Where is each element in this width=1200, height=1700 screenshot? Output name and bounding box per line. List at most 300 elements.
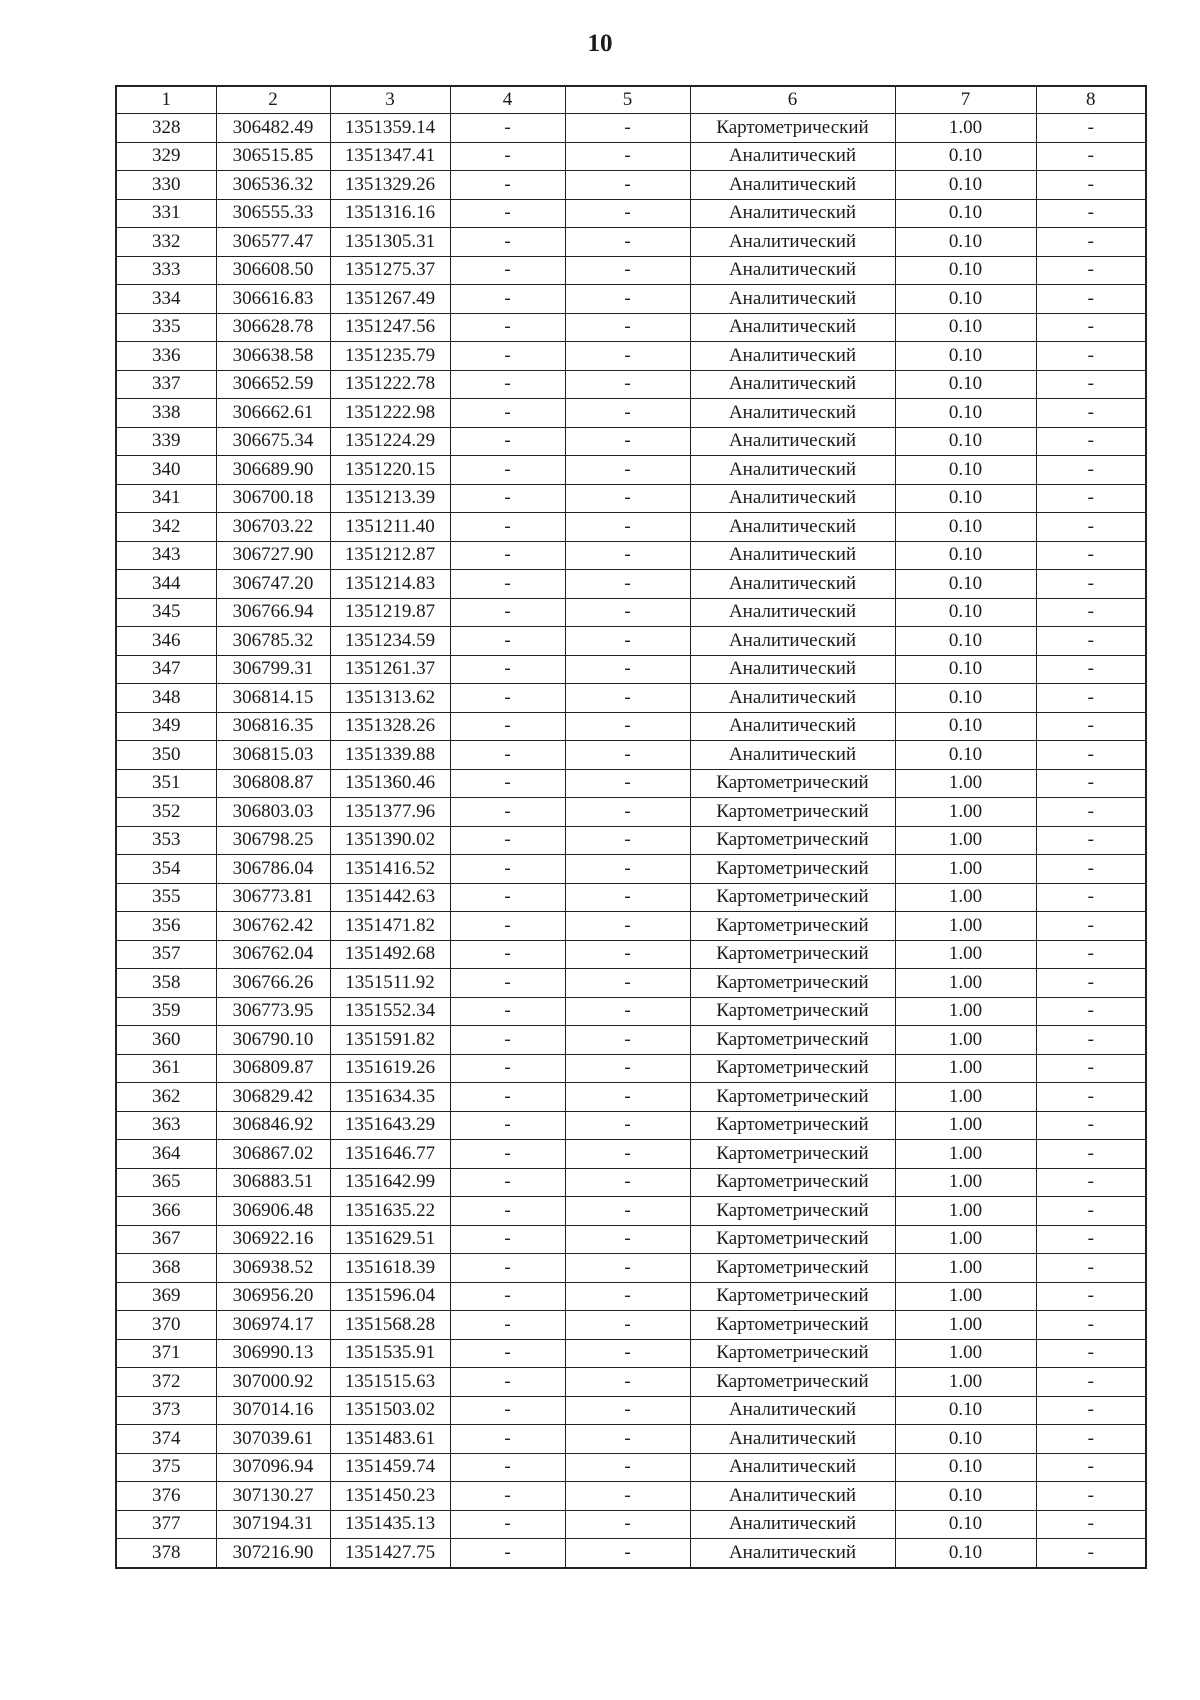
table-cell-col-3: 1351261.37 bbox=[330, 655, 450, 684]
table-cell-col-7: 1.00 bbox=[895, 1311, 1036, 1340]
table-cell-col-4: - bbox=[450, 969, 565, 998]
table-cell-col-6: Картометрический bbox=[690, 1311, 895, 1340]
table-cell-col-5: - bbox=[565, 883, 690, 912]
column-header-8: 8 bbox=[1036, 86, 1146, 114]
table-cell-col-1: 362 bbox=[116, 1083, 216, 1112]
table-cell-col-2: 306803.03 bbox=[216, 798, 330, 827]
table-cell-col-2: 306846.92 bbox=[216, 1111, 330, 1140]
table-cell-col-7: 1.00 bbox=[895, 883, 1036, 912]
table-cell-col-7: 1.00 bbox=[895, 1054, 1036, 1083]
table-cell-col-4: - bbox=[450, 1140, 565, 1169]
table-cell-col-2: 306652.59 bbox=[216, 370, 330, 399]
table-row bbox=[116, 969, 1146, 998]
table-cell-col-6: Аналитический bbox=[690, 228, 895, 257]
table-cell-col-7: 0.10 bbox=[895, 1539, 1036, 1568]
table-cell-col-6: Аналитический bbox=[690, 313, 895, 342]
table-cell-col-8: - bbox=[1036, 342, 1146, 371]
table-cell-col-2: 306773.81 bbox=[216, 883, 330, 912]
table-cell-col-6: Аналитический bbox=[690, 513, 895, 542]
table-cell-col-3: 1351220.15 bbox=[330, 456, 450, 485]
table-cell-col-6: Картометрический bbox=[690, 1339, 895, 1368]
table-cell-col-5: - bbox=[565, 1225, 690, 1254]
table-cell-col-4: - bbox=[450, 1054, 565, 1083]
table-cell-col-6: Картометрический bbox=[690, 1368, 895, 1397]
table-cell-col-6: Картометрический bbox=[690, 114, 895, 143]
table-cell-col-5: - bbox=[565, 1026, 690, 1055]
table-cell-col-4: - bbox=[450, 1425, 565, 1454]
table-cell-col-7: 0.10 bbox=[895, 655, 1036, 684]
table-cell-col-8: - bbox=[1036, 1539, 1146, 1568]
table-cell-col-8: - bbox=[1036, 940, 1146, 969]
column-header-6: 6 bbox=[690, 86, 895, 114]
table-cell-col-8: - bbox=[1036, 570, 1146, 599]
table-cell-col-3: 1351219.87 bbox=[330, 598, 450, 627]
table-cell-col-1: 353 bbox=[116, 826, 216, 855]
table-cell-col-7: 0.10 bbox=[895, 456, 1036, 485]
table-cell-col-5: - bbox=[565, 712, 690, 741]
table-cell-col-3: 1351483.61 bbox=[330, 1425, 450, 1454]
table-cell-col-3: 1351212.87 bbox=[330, 541, 450, 570]
table-cell-col-8: - bbox=[1036, 256, 1146, 285]
table-cell-col-5: - bbox=[565, 1197, 690, 1226]
table-cell-col-3: 1351416.52 bbox=[330, 855, 450, 884]
table-cell-col-5: - bbox=[565, 940, 690, 969]
table-row bbox=[116, 1225, 1146, 1254]
table-cell-col-5: - bbox=[565, 598, 690, 627]
table-cell-col-4: - bbox=[450, 798, 565, 827]
table-cell-col-7: 0.10 bbox=[895, 598, 1036, 627]
table-cell-col-2: 306675.34 bbox=[216, 427, 330, 456]
table-cell-col-5: - bbox=[565, 1168, 690, 1197]
coordinates-table bbox=[115, 85, 1147, 1569]
table-row bbox=[116, 456, 1146, 485]
table-cell-col-7: 0.10 bbox=[895, 199, 1036, 228]
table-row bbox=[116, 940, 1146, 969]
table-cell-col-5: - bbox=[565, 228, 690, 257]
table-cell-col-6: Картометрический bbox=[690, 1054, 895, 1083]
table-row bbox=[116, 1482, 1146, 1511]
table-cell-col-2: 306786.04 bbox=[216, 855, 330, 884]
table-cell-col-2: 306766.26 bbox=[216, 969, 330, 998]
table-row bbox=[116, 1026, 1146, 1055]
table-cell-col-7: 1.00 bbox=[895, 1339, 1036, 1368]
table-cell-col-3: 1351435.13 bbox=[330, 1510, 450, 1539]
table-cell-col-5: - bbox=[565, 427, 690, 456]
table-cell-col-5: - bbox=[565, 1282, 690, 1311]
column-header-1: 1 bbox=[116, 86, 216, 114]
table-cell-col-2: 306816.35 bbox=[216, 712, 330, 741]
table-cell-col-3: 1351450.23 bbox=[330, 1482, 450, 1511]
table-cell-col-7: 1.00 bbox=[895, 997, 1036, 1026]
table-cell-col-3: 1351329.26 bbox=[330, 171, 450, 200]
table-cell-col-6: Аналитический bbox=[690, 570, 895, 599]
table-cell-col-2: 306762.42 bbox=[216, 912, 330, 941]
table-cell-col-8: - bbox=[1036, 1054, 1146, 1083]
table-cell-col-2: 306536.32 bbox=[216, 171, 330, 200]
table-cell-col-1: 344 bbox=[116, 570, 216, 599]
table-cell-col-3: 1351235.79 bbox=[330, 342, 450, 371]
table-cell-col-1: 333 bbox=[116, 256, 216, 285]
table-cell-col-1: 369 bbox=[116, 1282, 216, 1311]
table-cell-col-1: 366 bbox=[116, 1197, 216, 1226]
table-cell-col-4: - bbox=[450, 997, 565, 1026]
table-cell-col-6: Картометрический bbox=[690, 1083, 895, 1112]
table-cell-col-7: 1.00 bbox=[895, 1083, 1036, 1112]
table-cell-col-2: 306638.58 bbox=[216, 342, 330, 371]
table-cell-col-4: - bbox=[450, 199, 565, 228]
table-cell-col-1: 358 bbox=[116, 969, 216, 998]
table-cell-col-6: Картометрический bbox=[690, 1111, 895, 1140]
table-cell-col-1: 342 bbox=[116, 513, 216, 542]
table-cell-col-2: 306956.20 bbox=[216, 1282, 330, 1311]
table-cell-col-1: 375 bbox=[116, 1453, 216, 1482]
table-cell-col-8: - bbox=[1036, 1396, 1146, 1425]
table-cell-col-2: 307194.31 bbox=[216, 1510, 330, 1539]
table-cell-col-3: 1351635.22 bbox=[330, 1197, 450, 1226]
table-cell-col-3: 1351515.63 bbox=[330, 1368, 450, 1397]
table-cell-col-8: - bbox=[1036, 199, 1146, 228]
table-cell-col-5: - bbox=[565, 1510, 690, 1539]
table-cell-col-5: - bbox=[565, 1311, 690, 1340]
table-cell-col-8: - bbox=[1036, 883, 1146, 912]
table-row bbox=[116, 598, 1146, 627]
table-cell-col-5: - bbox=[565, 1425, 690, 1454]
table-cell-col-7: 0.10 bbox=[895, 370, 1036, 399]
table-row bbox=[116, 570, 1146, 599]
table-cell-col-3: 1351222.98 bbox=[330, 399, 450, 428]
table-cell-col-5: - bbox=[565, 769, 690, 798]
table-cell-col-4: - bbox=[450, 171, 565, 200]
table-cell-col-1: 365 bbox=[116, 1168, 216, 1197]
table-cell-col-4: - bbox=[450, 1083, 565, 1112]
table-cell-col-2: 306906.48 bbox=[216, 1197, 330, 1226]
table-cell-col-2: 306662.61 bbox=[216, 399, 330, 428]
table-cell-col-1: 371 bbox=[116, 1339, 216, 1368]
table-cell-col-2: 306938.52 bbox=[216, 1254, 330, 1283]
table-cell-col-1: 355 bbox=[116, 883, 216, 912]
table-cell-col-5: - bbox=[565, 256, 690, 285]
table-cell-col-3: 1351316.16 bbox=[330, 199, 450, 228]
table-row bbox=[116, 1083, 1146, 1112]
table-row bbox=[116, 1254, 1146, 1283]
table-cell-col-2: 306689.90 bbox=[216, 456, 330, 485]
table-cell-col-3: 1351267.49 bbox=[330, 285, 450, 314]
table-row bbox=[116, 1282, 1146, 1311]
table-cell-col-6: Картометрический bbox=[690, 1140, 895, 1169]
table-cell-col-6: Аналитический bbox=[690, 1453, 895, 1482]
table-cell-col-3: 1351390.02 bbox=[330, 826, 450, 855]
table-cell-col-5: - bbox=[565, 1254, 690, 1283]
table-cell-col-8: - bbox=[1036, 826, 1146, 855]
table-cell-col-7: 0.10 bbox=[895, 1396, 1036, 1425]
table-cell-col-4: - bbox=[450, 912, 565, 941]
table-cell-col-8: - bbox=[1036, 1111, 1146, 1140]
table-cell-col-1: 370 bbox=[116, 1311, 216, 1340]
table-cell-col-2: 307096.94 bbox=[216, 1453, 330, 1482]
table-cell-col-4: - bbox=[450, 1539, 565, 1568]
table-cell-col-1: 346 bbox=[116, 627, 216, 656]
table-cell-col-3: 1351211.40 bbox=[330, 513, 450, 542]
table-cell-col-1: 338 bbox=[116, 399, 216, 428]
table-row bbox=[116, 855, 1146, 884]
table-cell-col-7: 1.00 bbox=[895, 1168, 1036, 1197]
table-cell-col-3: 1351619.26 bbox=[330, 1054, 450, 1083]
table-cell-col-8: - bbox=[1036, 1254, 1146, 1283]
table-cell-col-5: - bbox=[565, 484, 690, 513]
table-cell-col-6: Картометрический bbox=[690, 1168, 895, 1197]
table-row bbox=[116, 541, 1146, 570]
table-cell-col-5: - bbox=[565, 285, 690, 314]
table-cell-col-6: Аналитический bbox=[690, 399, 895, 428]
table-cell-col-6: Картометрический bbox=[690, 969, 895, 998]
table-row bbox=[116, 684, 1146, 713]
table-cell-col-5: - bbox=[565, 513, 690, 542]
table-cell-col-1: 354 bbox=[116, 855, 216, 884]
page-number: 10 bbox=[587, 30, 613, 57]
table-cell-col-4: - bbox=[450, 883, 565, 912]
table-cell-col-7: 1.00 bbox=[895, 826, 1036, 855]
table-cell-col-6: Картометрический bbox=[690, 1026, 895, 1055]
table-cell-col-7: 1.00 bbox=[895, 769, 1036, 798]
table-cell-col-6: Картометрический bbox=[690, 997, 895, 1026]
table-cell-col-7: 1.00 bbox=[895, 1254, 1036, 1283]
table-cell-col-8: - bbox=[1036, 684, 1146, 713]
table-cell-col-2: 306798.25 bbox=[216, 826, 330, 855]
table-cell-col-4: - bbox=[450, 684, 565, 713]
table-cell-col-8: - bbox=[1036, 712, 1146, 741]
table-cell-col-4: - bbox=[450, 769, 565, 798]
table-cell-col-5: - bbox=[565, 684, 690, 713]
table-cell-col-4: - bbox=[450, 1168, 565, 1197]
table-row bbox=[116, 655, 1146, 684]
table-cell-col-7: 0.10 bbox=[895, 342, 1036, 371]
table-cell-col-7: 0.10 bbox=[895, 1510, 1036, 1539]
table-cell-col-6: Аналитический bbox=[690, 1396, 895, 1425]
table-row bbox=[116, 741, 1146, 770]
table-cell-col-6: Аналитический bbox=[690, 655, 895, 684]
table-row bbox=[116, 370, 1146, 399]
table-cell-col-1: 368 bbox=[116, 1254, 216, 1283]
table-cell-col-3: 1351642.99 bbox=[330, 1168, 450, 1197]
table-cell-col-2: 307216.90 bbox=[216, 1539, 330, 1568]
table-cell-col-1: 364 bbox=[116, 1140, 216, 1169]
table-cell-col-4: - bbox=[450, 114, 565, 143]
table-cell-col-2: 306515.85 bbox=[216, 142, 330, 171]
table-cell-col-8: - bbox=[1036, 513, 1146, 542]
table-cell-col-4: - bbox=[450, 826, 565, 855]
table-cell-col-8: - bbox=[1036, 541, 1146, 570]
table-cell-col-8: - bbox=[1036, 1282, 1146, 1311]
table-cell-col-5: - bbox=[565, 1054, 690, 1083]
table-cell-col-2: 306747.20 bbox=[216, 570, 330, 599]
table-cell-col-1: 351 bbox=[116, 769, 216, 798]
table-cell-col-1: 359 bbox=[116, 997, 216, 1026]
table-cell-col-4: - bbox=[450, 1254, 565, 1283]
table-cell-col-4: - bbox=[450, 142, 565, 171]
table-cell-col-7: 0.10 bbox=[895, 1453, 1036, 1482]
table-cell-col-4: - bbox=[450, 855, 565, 884]
table-cell-col-8: - bbox=[1036, 655, 1146, 684]
table-row bbox=[116, 228, 1146, 257]
table-row bbox=[116, 171, 1146, 200]
table-cell-col-6: Картометрический bbox=[690, 940, 895, 969]
table-cell-col-6: Картометрический bbox=[690, 855, 895, 884]
table-row bbox=[116, 883, 1146, 912]
table-cell-col-8: - bbox=[1036, 1482, 1146, 1511]
table-cell-col-6: Аналитический bbox=[690, 427, 895, 456]
table-cell-col-8: - bbox=[1036, 798, 1146, 827]
table-cell-col-6: Картометрический bbox=[690, 769, 895, 798]
table-cell-col-4: - bbox=[450, 484, 565, 513]
table-cell-col-8: - bbox=[1036, 1453, 1146, 1482]
table-cell-col-4: - bbox=[450, 1282, 565, 1311]
table-cell-col-8: - bbox=[1036, 1311, 1146, 1340]
table-cell-col-5: - bbox=[565, 855, 690, 884]
table-cell-col-5: - bbox=[565, 1368, 690, 1397]
table-row bbox=[116, 1539, 1146, 1568]
table-cell-col-2: 306555.33 bbox=[216, 199, 330, 228]
table-cell-col-1: 348 bbox=[116, 684, 216, 713]
table-cell-col-3: 1351442.63 bbox=[330, 883, 450, 912]
table-row bbox=[116, 1425, 1146, 1454]
table-cell-col-6: Аналитический bbox=[690, 256, 895, 285]
table-cell-col-6: Аналитический bbox=[690, 484, 895, 513]
table-cell-col-6: Аналитический bbox=[690, 1425, 895, 1454]
table-cell-col-2: 306883.51 bbox=[216, 1168, 330, 1197]
table-row bbox=[116, 142, 1146, 171]
column-header-3: 3 bbox=[330, 86, 450, 114]
table-cell-col-7: 0.10 bbox=[895, 570, 1036, 599]
table-cell-col-6: Картометрический bbox=[690, 826, 895, 855]
table-cell-col-4: - bbox=[450, 456, 565, 485]
table-cell-col-5: - bbox=[565, 1396, 690, 1425]
table-cell-col-3: 1351234.59 bbox=[330, 627, 450, 656]
table-cell-col-8: - bbox=[1036, 142, 1146, 171]
table-cell-col-7: 0.10 bbox=[895, 513, 1036, 542]
table-row bbox=[116, 285, 1146, 314]
table-cell-col-7: 1.00 bbox=[895, 940, 1036, 969]
table-cell-col-2: 306727.90 bbox=[216, 541, 330, 570]
table-cell-col-3: 1351492.68 bbox=[330, 940, 450, 969]
table-cell-col-5: - bbox=[565, 541, 690, 570]
table-cell-col-4: - bbox=[450, 627, 565, 656]
table-cell-col-1: 360 bbox=[116, 1026, 216, 1055]
table-cell-col-2: 306815.03 bbox=[216, 741, 330, 770]
table-cell-col-3: 1351247.56 bbox=[330, 313, 450, 342]
table-cell-col-3: 1351328.26 bbox=[330, 712, 450, 741]
table-cell-col-3: 1351313.62 bbox=[330, 684, 450, 713]
table-cell-col-2: 306809.87 bbox=[216, 1054, 330, 1083]
table-cell-col-1: 374 bbox=[116, 1425, 216, 1454]
table-row bbox=[116, 1311, 1146, 1340]
table-cell-col-2: 306799.31 bbox=[216, 655, 330, 684]
table-cell-col-5: - bbox=[565, 370, 690, 399]
table-cell-col-6: Аналитический bbox=[690, 1539, 895, 1568]
table-cell-col-2: 307014.16 bbox=[216, 1396, 330, 1425]
table-cell-col-3: 1351643.29 bbox=[330, 1111, 450, 1140]
table-cell-col-7: 1.00 bbox=[895, 1197, 1036, 1226]
table-cell-col-1: 350 bbox=[116, 741, 216, 770]
table-cell-col-1: 336 bbox=[116, 342, 216, 371]
table-cell-col-5: - bbox=[565, 399, 690, 428]
table-cell-col-6: Аналитический bbox=[690, 741, 895, 770]
table-row bbox=[116, 199, 1146, 228]
table-cell-col-2: 306773.95 bbox=[216, 997, 330, 1026]
table-row bbox=[116, 1140, 1146, 1169]
table-row bbox=[116, 1168, 1146, 1197]
table-cell-col-2: 306922.16 bbox=[216, 1225, 330, 1254]
table-cell-col-3: 1351427.75 bbox=[330, 1539, 450, 1568]
table-cell-col-1: 337 bbox=[116, 370, 216, 399]
table-row bbox=[116, 997, 1146, 1026]
table-row bbox=[116, 114, 1146, 143]
table-cell-col-2: 306577.47 bbox=[216, 228, 330, 257]
table-row bbox=[116, 1510, 1146, 1539]
table-cell-col-8: - bbox=[1036, 370, 1146, 399]
table-cell-col-8: - bbox=[1036, 769, 1146, 798]
table-cell-col-5: - bbox=[565, 798, 690, 827]
table-cell-col-8: - bbox=[1036, 598, 1146, 627]
table-cell-col-7: 0.10 bbox=[895, 1425, 1036, 1454]
table-cell-col-8: - bbox=[1036, 997, 1146, 1026]
table-cell-col-8: - bbox=[1036, 855, 1146, 884]
table-cell-col-7: 0.10 bbox=[895, 427, 1036, 456]
table-cell-col-7: 1.00 bbox=[895, 114, 1036, 143]
table-cell-col-3: 1351535.91 bbox=[330, 1339, 450, 1368]
table-cell-col-7: 1.00 bbox=[895, 798, 1036, 827]
table-cell-col-6: Аналитический bbox=[690, 1482, 895, 1511]
table-cell-col-1: 339 bbox=[116, 427, 216, 456]
table-cell-col-3: 1351503.02 bbox=[330, 1396, 450, 1425]
table-cell-col-1: 347 bbox=[116, 655, 216, 684]
table-cell-col-1: 345 bbox=[116, 598, 216, 627]
table-cell-col-5: - bbox=[565, 1111, 690, 1140]
table-cell-col-4: - bbox=[450, 741, 565, 770]
table-cell-col-3: 1351275.37 bbox=[330, 256, 450, 285]
table-cell-col-2: 306616.83 bbox=[216, 285, 330, 314]
table-cell-col-6: Картометрический bbox=[690, 1197, 895, 1226]
table-cell-col-6: Картометрический bbox=[690, 798, 895, 827]
table-cell-col-6: Аналитический bbox=[690, 142, 895, 171]
table-body bbox=[116, 114, 1146, 1568]
table-row bbox=[116, 1339, 1146, 1368]
table-cell-col-3: 1351213.39 bbox=[330, 484, 450, 513]
table-cell-col-5: - bbox=[565, 456, 690, 485]
table-row bbox=[116, 798, 1146, 827]
table-cell-col-8: - bbox=[1036, 285, 1146, 314]
table-row bbox=[116, 1197, 1146, 1226]
table-cell-col-5: - bbox=[565, 570, 690, 599]
table-cell-col-4: - bbox=[450, 712, 565, 741]
table-cell-col-1: 328 bbox=[116, 114, 216, 143]
table-cell-col-8: - bbox=[1036, 1026, 1146, 1055]
table-cell-col-3: 1351511.92 bbox=[330, 969, 450, 998]
table-cell-col-8: - bbox=[1036, 1510, 1146, 1539]
table-cell-col-5: - bbox=[565, 1083, 690, 1112]
table-cell-col-5: - bbox=[565, 171, 690, 200]
table-row bbox=[116, 342, 1146, 371]
table-cell-col-8: - bbox=[1036, 399, 1146, 428]
table-cell-col-4: - bbox=[450, 1311, 565, 1340]
table-cell-col-2: 306703.22 bbox=[216, 513, 330, 542]
table-cell-col-1: 367 bbox=[116, 1225, 216, 1254]
table-cell-col-1: 329 bbox=[116, 142, 216, 171]
table-cell-col-7: 0.10 bbox=[895, 256, 1036, 285]
table-cell-col-4: - bbox=[450, 655, 565, 684]
table-cell-col-1: 373 bbox=[116, 1396, 216, 1425]
table-cell-col-6: Картометрический bbox=[690, 1282, 895, 1311]
table-cell-col-3: 1351552.34 bbox=[330, 997, 450, 1026]
